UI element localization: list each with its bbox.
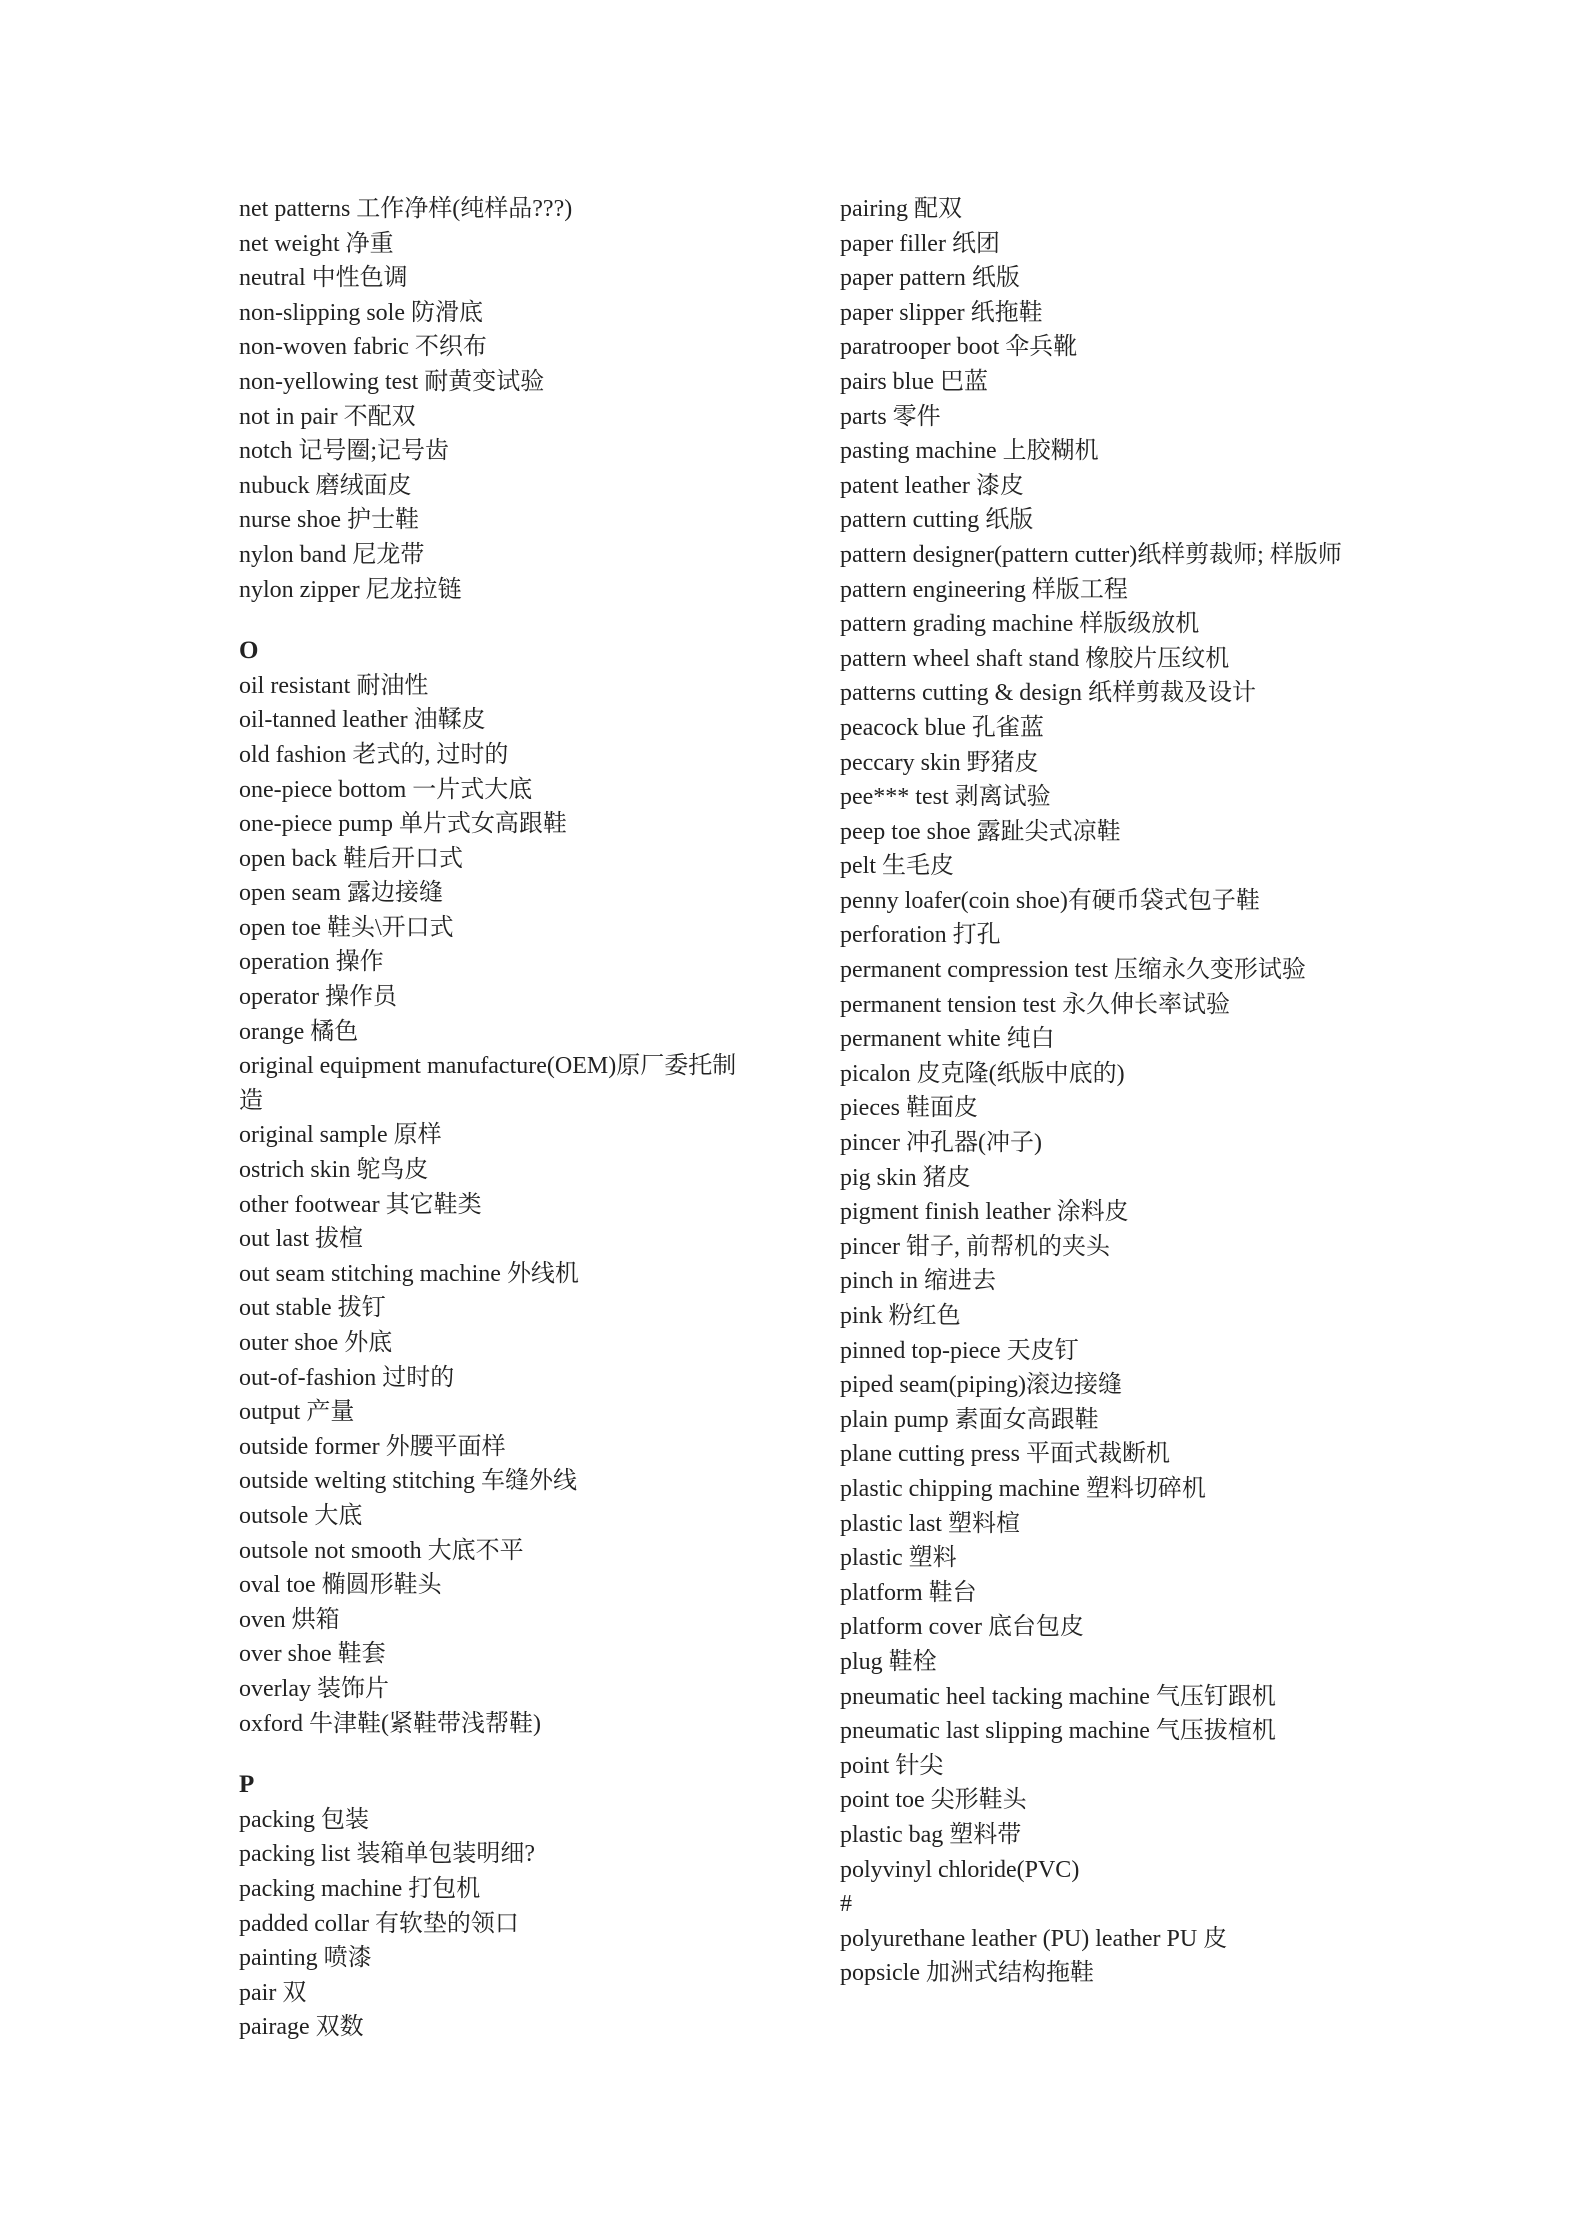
glossary-entry: neutral 中性色调 xyxy=(239,265,408,292)
glossary-entry: oval toe 椭圆形鞋头 xyxy=(239,1572,442,1599)
glossary-entry: plastic last 塑料楦 xyxy=(840,1510,1020,1537)
glossary-entry: plain pump 素面女高跟鞋 xyxy=(840,1406,1099,1433)
glossary-entry: pattern cutting 纸版 xyxy=(840,507,1034,534)
section-spacer xyxy=(239,607,759,634)
glossary-entry: nurse shoe 护士鞋 xyxy=(239,507,419,534)
section-letter-heading: P xyxy=(239,1771,255,1799)
glossary-entry: one-piece bottom 一片式大底 xyxy=(239,776,533,803)
glossary-entry: painting 喷漆 xyxy=(239,1945,372,1972)
left-column xyxy=(239,192,759,2045)
glossary-entry: output 产量 xyxy=(239,1399,355,1426)
glossary-entry: pair 双 xyxy=(239,1979,307,2006)
glossary-entry: pincer 钳子, 前帮机的夹头 xyxy=(840,1233,1110,1260)
glossary-entry: pattern grading machine 样版级放机 xyxy=(840,611,1200,638)
glossary-entry: pattern designer(pattern cutter)纸样剪裁师; 样版师 xyxy=(840,541,1342,568)
glossary-entry: oxford 牛津鞋(紧鞋带浅帮鞋) xyxy=(239,1710,541,1737)
glossary-entry: open seam 露边接缝 xyxy=(239,880,443,907)
glossary-entry: pelt 生毛皮 xyxy=(840,853,954,880)
glossary-entry: # xyxy=(840,1891,852,1918)
glossary-entry: plastic chipping machine 塑料切碎机 xyxy=(840,1475,1206,1502)
glossary-entry: outsole not smooth 大底不平 xyxy=(239,1537,524,1564)
glossary-entry: plane cutting press 平面式裁断机 xyxy=(840,1441,1170,1468)
glossary-entry: pairage 双数 xyxy=(239,2014,364,2041)
glossary-entry: open back 鞋后开口式 xyxy=(239,845,463,872)
glossary-entry: original equipment manufacture(OEM)原厂委托制造 xyxy=(239,1053,737,1114)
glossary-entry: outside welting stitching 车缝外线 xyxy=(239,1468,577,1495)
glossary-entry: point 针尖 xyxy=(840,1752,944,1779)
glossary-entry: old fashion 老式的, 过时的 xyxy=(239,741,509,768)
glossary-entry: pieces 鞋面皮 xyxy=(840,1095,978,1122)
glossary-entry: plug 鞋栓 xyxy=(840,1648,937,1675)
glossary-entry: ostrich skin 鸵鸟皮 xyxy=(239,1157,429,1184)
glossary-entry: permanent tension test 永久伸长率试验 xyxy=(840,991,1230,1018)
glossary-entry: oven 烘箱 xyxy=(239,1606,340,1633)
glossary-entry: out stable 拔钉 xyxy=(239,1295,386,1322)
glossary-entry: nylon band 尼龙带 xyxy=(239,541,425,568)
glossary-entry: out seam stitching machine 外线机 xyxy=(239,1260,579,1287)
glossary-entry: pee*** test 剥离试验 xyxy=(840,784,1051,811)
glossary-entry: point toe 尖形鞋头 xyxy=(840,1787,1027,1814)
glossary-entry: other footwear 其它鞋类 xyxy=(239,1191,482,1218)
glossary-entry: non-woven fabric 不织布 xyxy=(239,334,487,361)
glossary-entry: plastic bag 塑料带 xyxy=(840,1821,1022,1848)
glossary-entry: orange 橘色 xyxy=(239,1018,359,1045)
glossary-entry: notch 记号圈;记号齿 xyxy=(239,438,449,465)
section-letter-heading: O xyxy=(239,637,259,665)
glossary-entry: pigment finish leather 涂料皮 xyxy=(840,1199,1129,1226)
glossary-entry: pattern engineering 样版工程 xyxy=(840,576,1128,603)
glossary-entry: permanent white 纯白 xyxy=(840,1026,1055,1053)
glossary-entry: pairing 配双 xyxy=(840,196,962,222)
glossary-entry: one-piece pump 单片式女高跟鞋 xyxy=(239,811,567,838)
glossary-entry: patterns cutting & design 纸样剪裁及设计 xyxy=(840,680,1256,707)
glossary-entry: over shoe 鞋套 xyxy=(239,1641,386,1668)
glossary-entry: nylon zipper 尼龙拉链 xyxy=(239,576,462,603)
glossary-entry: non-yellowing test 耐黄变试验 xyxy=(239,368,545,395)
glossary-entry: oil resistant 耐油性 xyxy=(239,672,429,699)
glossary-entry: pig skin 猪皮 xyxy=(840,1164,971,1191)
glossary-entry: permanent compression test 压缩永久变形试验 xyxy=(840,957,1306,984)
glossary-entry: pink 粉红色 xyxy=(840,1303,961,1329)
glossary-entry: patent leather 漆皮 xyxy=(840,472,1024,499)
glossary-entry: piped seam(piping)滚边接缝 xyxy=(840,1372,1122,1399)
glossary-entry: not in pair 不配双 xyxy=(239,403,416,430)
glossary-entry: polyurethane leather (PU) leather PU 皮 xyxy=(840,1925,1228,1952)
glossary-entry: pasting machine 上胶糊机 xyxy=(840,438,1099,465)
glossary-entry: net patterns 工作净样(纯样品???) xyxy=(239,196,573,222)
glossary-entry: peacock blue 孔雀蓝 xyxy=(840,714,1044,741)
glossary-entry: popsicle 加洲式结构拖鞋 xyxy=(840,1960,1094,1987)
glossary-entry: peccary skin 野猪皮 xyxy=(840,749,1039,776)
glossary-entry: perforation 打孔 xyxy=(840,922,1001,949)
glossary-entry: platform cover 底台包皮 xyxy=(840,1614,1084,1641)
glossary-entry: pincer 冲孔器(冲子) xyxy=(840,1130,1042,1157)
glossary-entry: pattern wheel shaft stand 橡胶片压纹机 xyxy=(840,645,1230,672)
glossary-entry: paper filler 纸团 xyxy=(840,230,1000,257)
glossary-entry: platform 鞋台 xyxy=(840,1579,977,1606)
glossary-entry: penny loafer(coin shoe)有硬币袋式包子鞋 xyxy=(840,887,1260,914)
glossary-entry: packing machine 打包机 xyxy=(239,1875,481,1902)
glossary-entry: picalon 皮克隆(纸版中底的) xyxy=(840,1060,1125,1087)
glossary-entry: overlay 装饰片 xyxy=(239,1675,389,1702)
glossary-entry: polyvinyl chloride(PVC) xyxy=(840,1856,1080,1883)
glossary-entry: paratrooper boot 伞兵靴 xyxy=(840,334,1078,361)
glossary-entry: original sample 原样 xyxy=(239,1122,442,1149)
glossary-entry: peep toe shoe 露趾尖式凉鞋 xyxy=(840,818,1121,845)
glossary-entry: plastic 塑料 xyxy=(840,1545,957,1572)
glossary-entry: open toe 鞋头\开口式 xyxy=(239,914,454,941)
glossary-entry: pairs blue 巴蓝 xyxy=(840,368,988,395)
glossary-entry: net weight 净重 xyxy=(239,230,394,257)
glossary-entry: paper pattern 纸版 xyxy=(840,265,1020,292)
glossary-entry: oil-tanned leather 油鞣皮 xyxy=(239,707,486,734)
glossary-entry: paper slipper 纸拖鞋 xyxy=(840,299,1043,326)
glossary-entry: pinch in 缩进去 xyxy=(840,1268,996,1295)
glossary-entry: outside former 外腰平面样 xyxy=(239,1433,506,1460)
glossary-entry: packing list 装箱单包装明细? xyxy=(239,1841,535,1868)
glossary-entry: pinned top-piece 天皮钉 xyxy=(840,1337,1079,1364)
glossary-entry: out-of-fashion 过时的 xyxy=(239,1364,455,1391)
glossary-entry: packing 包装 xyxy=(239,1806,369,1833)
right-column xyxy=(840,192,1360,1991)
glossary-entry: non-slipping sole 防滑底 xyxy=(239,299,483,326)
glossary-entry: outer shoe 外底 xyxy=(239,1330,393,1356)
glossary-entry: nubuck 磨绒面皮 xyxy=(239,472,412,499)
glossary-entry: operation 操作 xyxy=(239,949,384,976)
glossary-entry: out last 拔楦 xyxy=(239,1226,363,1253)
glossary-entry: pneumatic heel tacking machine 气压钉跟机 xyxy=(840,1683,1276,1710)
glossary-entry: outsole 大底 xyxy=(239,1502,363,1529)
section-spacer xyxy=(239,1741,759,1768)
glossary-entry: pneumatic last slipping machine 气压拔楦机 xyxy=(840,1718,1276,1745)
glossary-entry: parts 零件 xyxy=(840,403,941,430)
glossary-entry: operator 操作员 xyxy=(239,984,397,1011)
glossary-entry: padded collar 有软垫的领口 xyxy=(239,1910,519,1937)
